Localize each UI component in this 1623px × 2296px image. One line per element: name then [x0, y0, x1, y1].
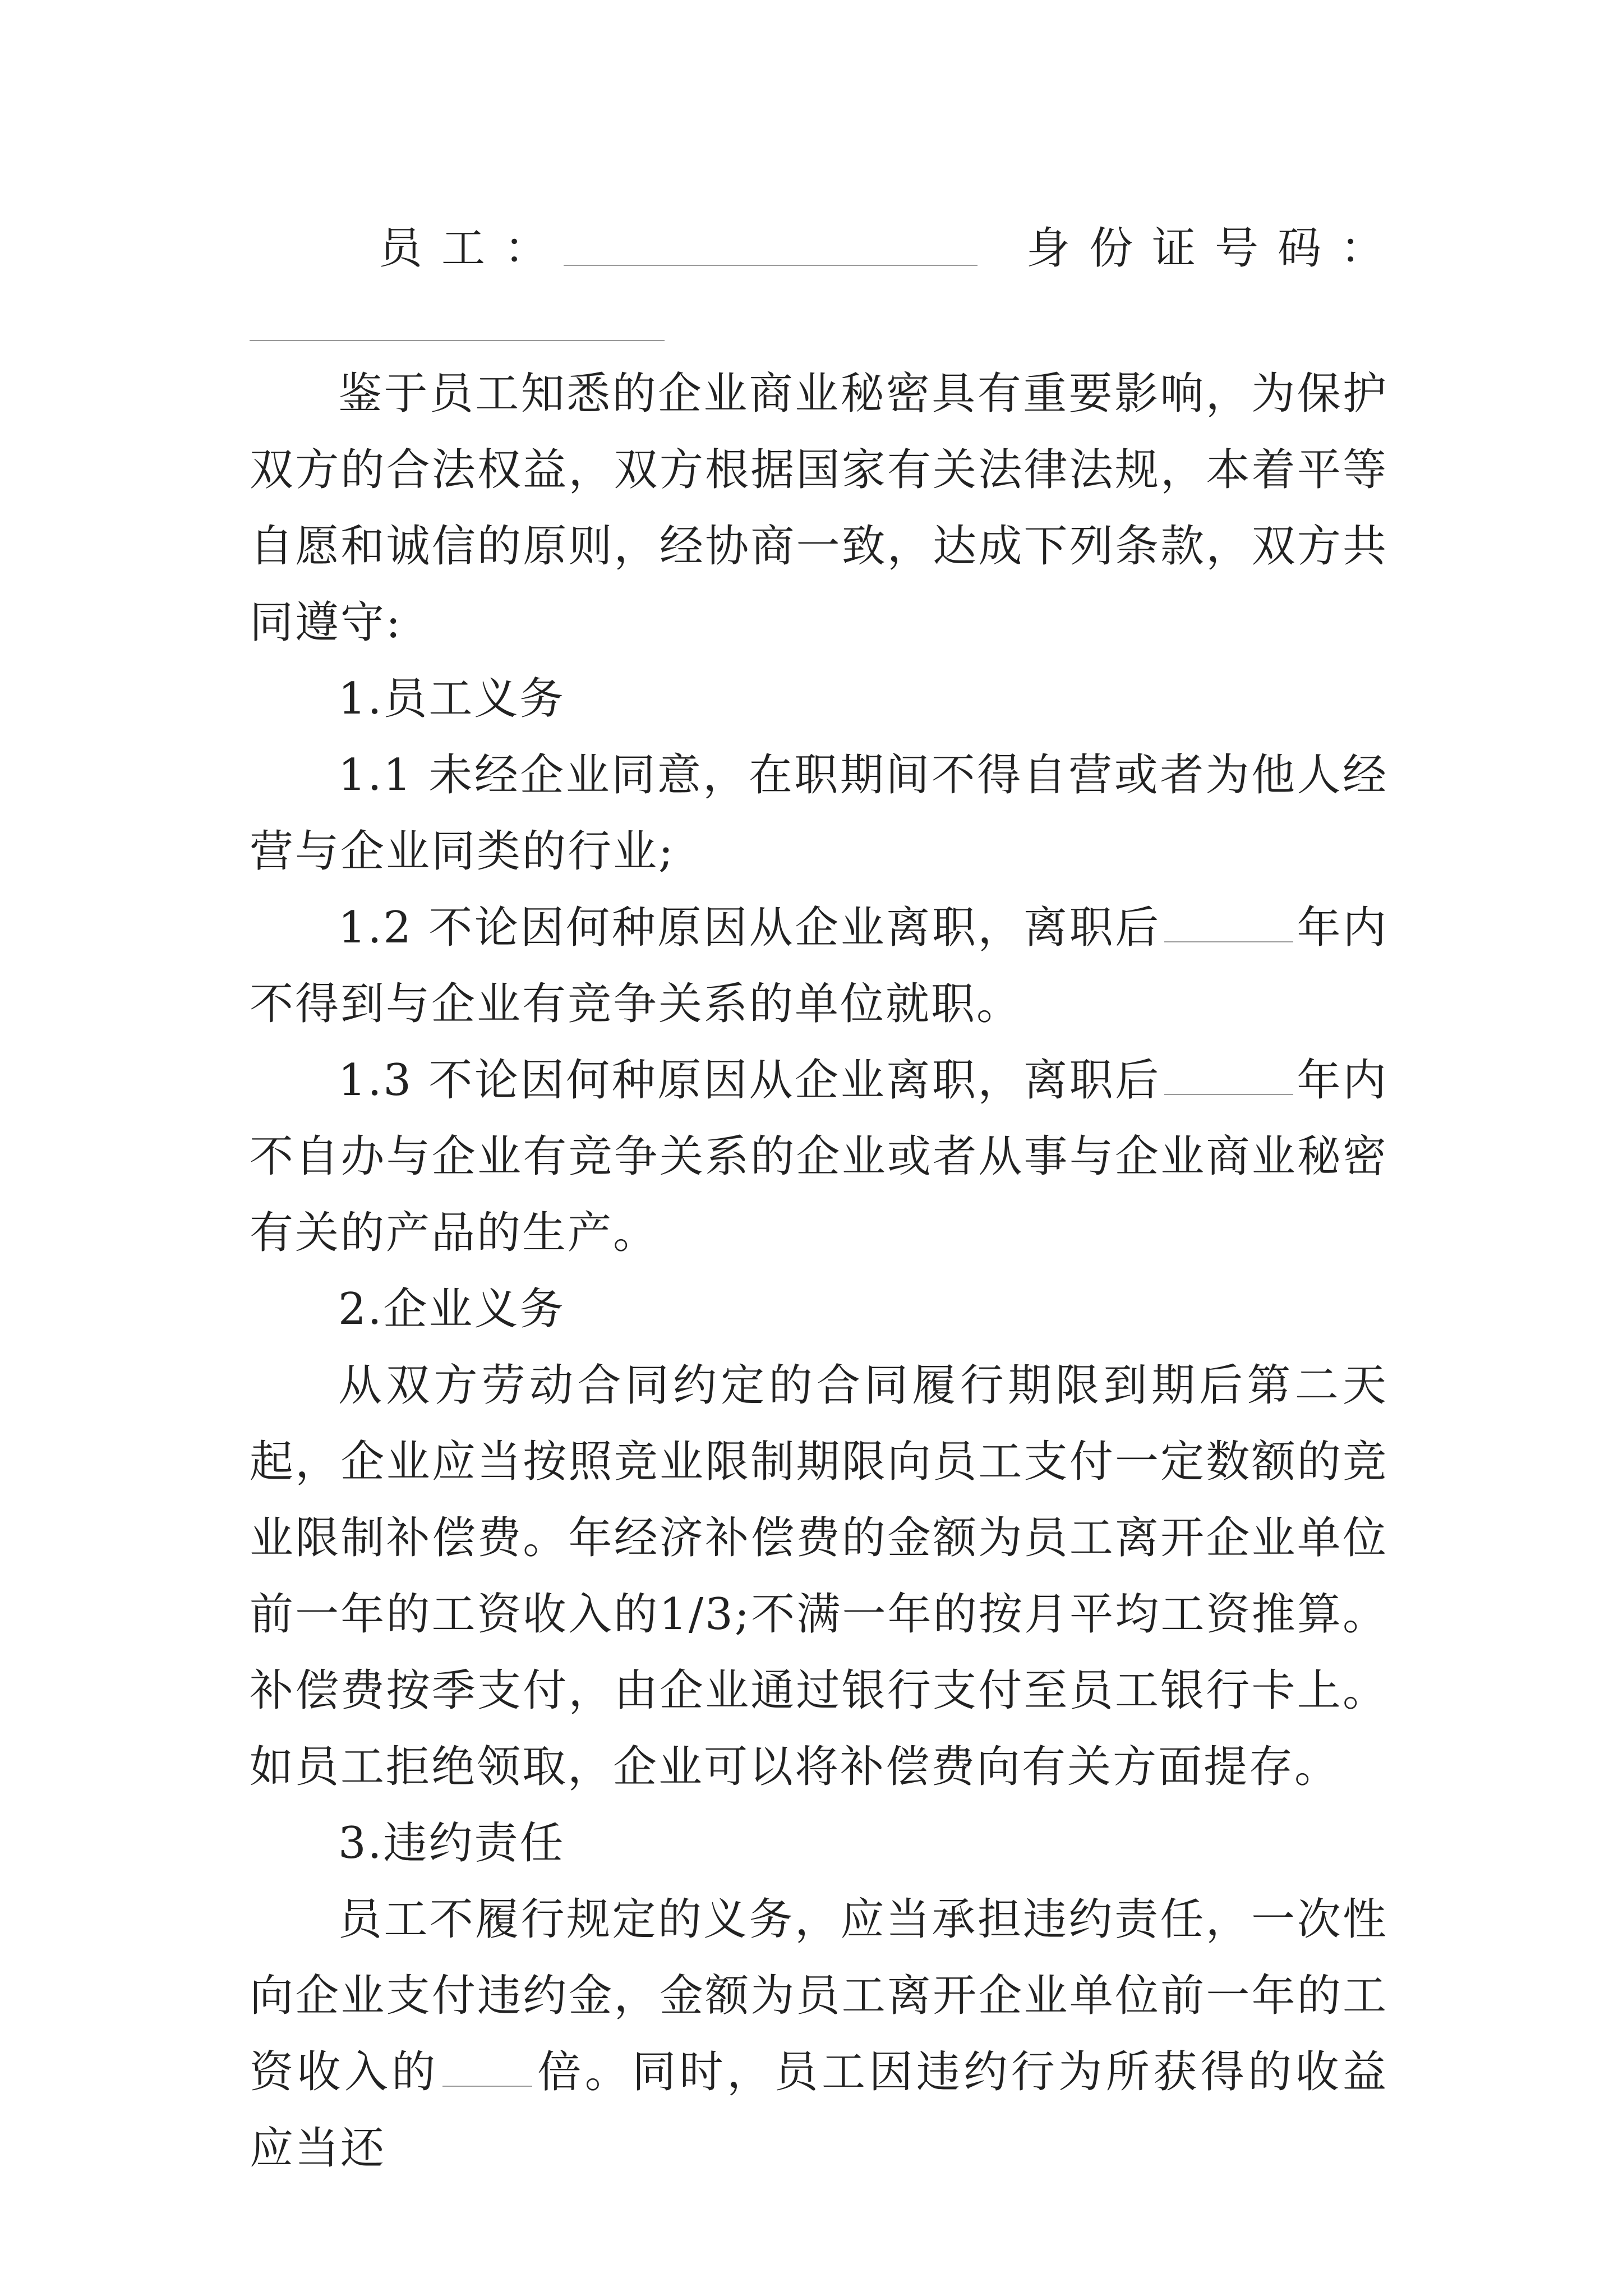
section-1-heading: 1.员工义务 — [338, 674, 565, 724]
clause-1-1: 1.1 未经企业同意，在职期间不得自营或者为他人经营与企业同类的行业; — [250, 750, 1388, 877]
clause-1-3 — [250, 1042, 1388, 1271]
section-2-body: 从双方劳动合同约定的合同履行期限到期后第二天起，企业应当按照竞业限制期限向员工支付一定数额的竞业限制补偿费。年经济补偿费的金额为员工离开企业单位前一年的工资收入的1/3;不满一年的按月平均工资推算。补偿费按季支付，由企业通过银行支付至员工银行卡上。如员工拒绝领取，企业可以将补偿费向有关方面提存。 — [250, 1360, 1388, 1792]
clause-1-3-text-end: 年内不自办与企业有竞争关系的企业或者从事与企业商业秘密有关的产品的生产。 — [250, 1055, 1388, 1258]
section-3-text-end: 倍。同时，员工因违约行为所获得的收益应当还 — [250, 2047, 1388, 2174]
clause-1-2-text: 1.2 不论因何种原因从企业离职，离职后 — [338, 903, 1161, 953]
employee-label: 员工： — [379, 223, 568, 274]
years-blank — [1164, 1092, 1293, 1095]
id-number-blank — [250, 340, 665, 341]
clause-1-2 — [250, 890, 1388, 1042]
signature-header — [250, 213, 1404, 275]
section-3-text: 员工不履行规定的义务，应当承担违约责任，一次性向企业支付违约金，金额为员工离开企业单位前一年的工资收入的 — [250, 1894, 1388, 2097]
preamble-paragraph: 鉴于员工知悉的企业商业秘密具有重要影响，为保护双方的合法权益，双方根据国家有关法律法规，本着平等自愿和诚信的原则，经协商一致，达成下列条款，双方共同遵守: — [250, 369, 1388, 648]
years-blank — [1164, 939, 1293, 942]
clause-1-2-text-end: 年内不得到与企业有竞争关系的单位就职。 — [250, 903, 1388, 1029]
clause-1-3-text: 1.3 不论因何种原因从企业离职，离职后 — [338, 1055, 1161, 1106]
section-3-heading: 3.违约责任 — [338, 1818, 565, 1869]
section-3-body — [250, 1881, 1388, 2187]
multiple-blank — [442, 2083, 532, 2087]
id-number-label: 身份证号码： — [1026, 223, 1404, 274]
employee-name-blank — [564, 265, 978, 266]
section-2-heading: 2.企业义务 — [338, 1284, 565, 1335]
contract-body — [250, 356, 1388, 2187]
